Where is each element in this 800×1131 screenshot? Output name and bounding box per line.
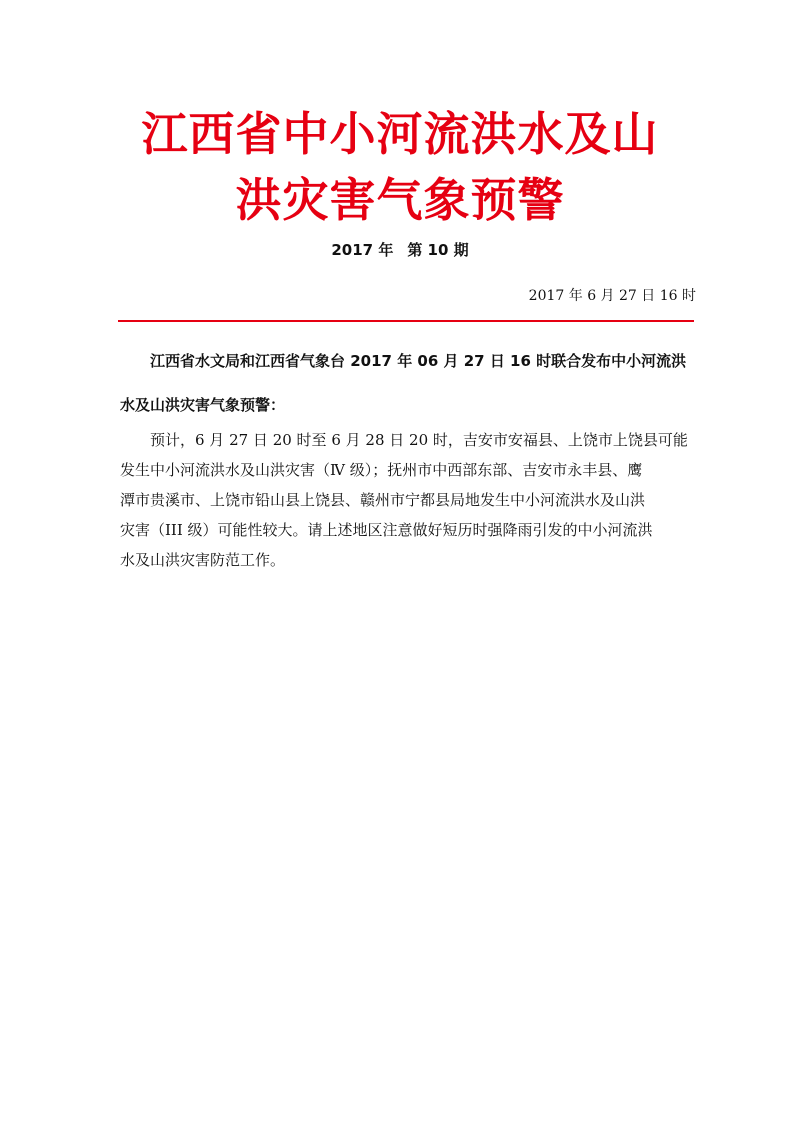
issue-year: 2017 年 <box>331 241 394 259</box>
lead-paragraph-line-1: 江西省水文局和江西省气象台 2017 年 06 月 27 日 16 时联合发布中小河流洪 <box>150 352 687 370</box>
body-line-3: 潭市贵溪市、上饶市铅山县上饶县、赣州市宁都县局地发生中小河流洪水及山洪 <box>120 491 646 509</box>
header-divider <box>118 320 694 322</box>
issue-date: 2017 年 6 月 27 日 16 时 <box>528 288 696 304</box>
document-title-line-2: 洪灾害气象预警 <box>235 173 565 227</box>
body-line-4: 灾害（III 级）可能性较大。请上述地区注意做好短历时强降雨引发的中小河流洪 <box>120 521 653 539</box>
body-line-2: 发生中小河流洪水及山洪灾害（Ⅳ 级）；抚州市中西部东部、吉安市永丰县、鹰 <box>120 461 643 479</box>
issue-number <box>0 238 800 262</box>
body-line-1: 预计，6 月 27 日 20 时至 6 月 28 日 20 时，吉安市安福县、上饶市上饶县可能 <box>150 431 688 449</box>
document-title-line-1: 江西省中小河流洪水及山 <box>141 107 659 161</box>
issue-sequence: 第 10 期 <box>407 241 469 259</box>
body-line-5: 水及山洪灾害防范工作。 <box>120 551 286 569</box>
lead-paragraph-line-2: 水及山洪灾害气象预警： <box>120 396 286 414</box>
